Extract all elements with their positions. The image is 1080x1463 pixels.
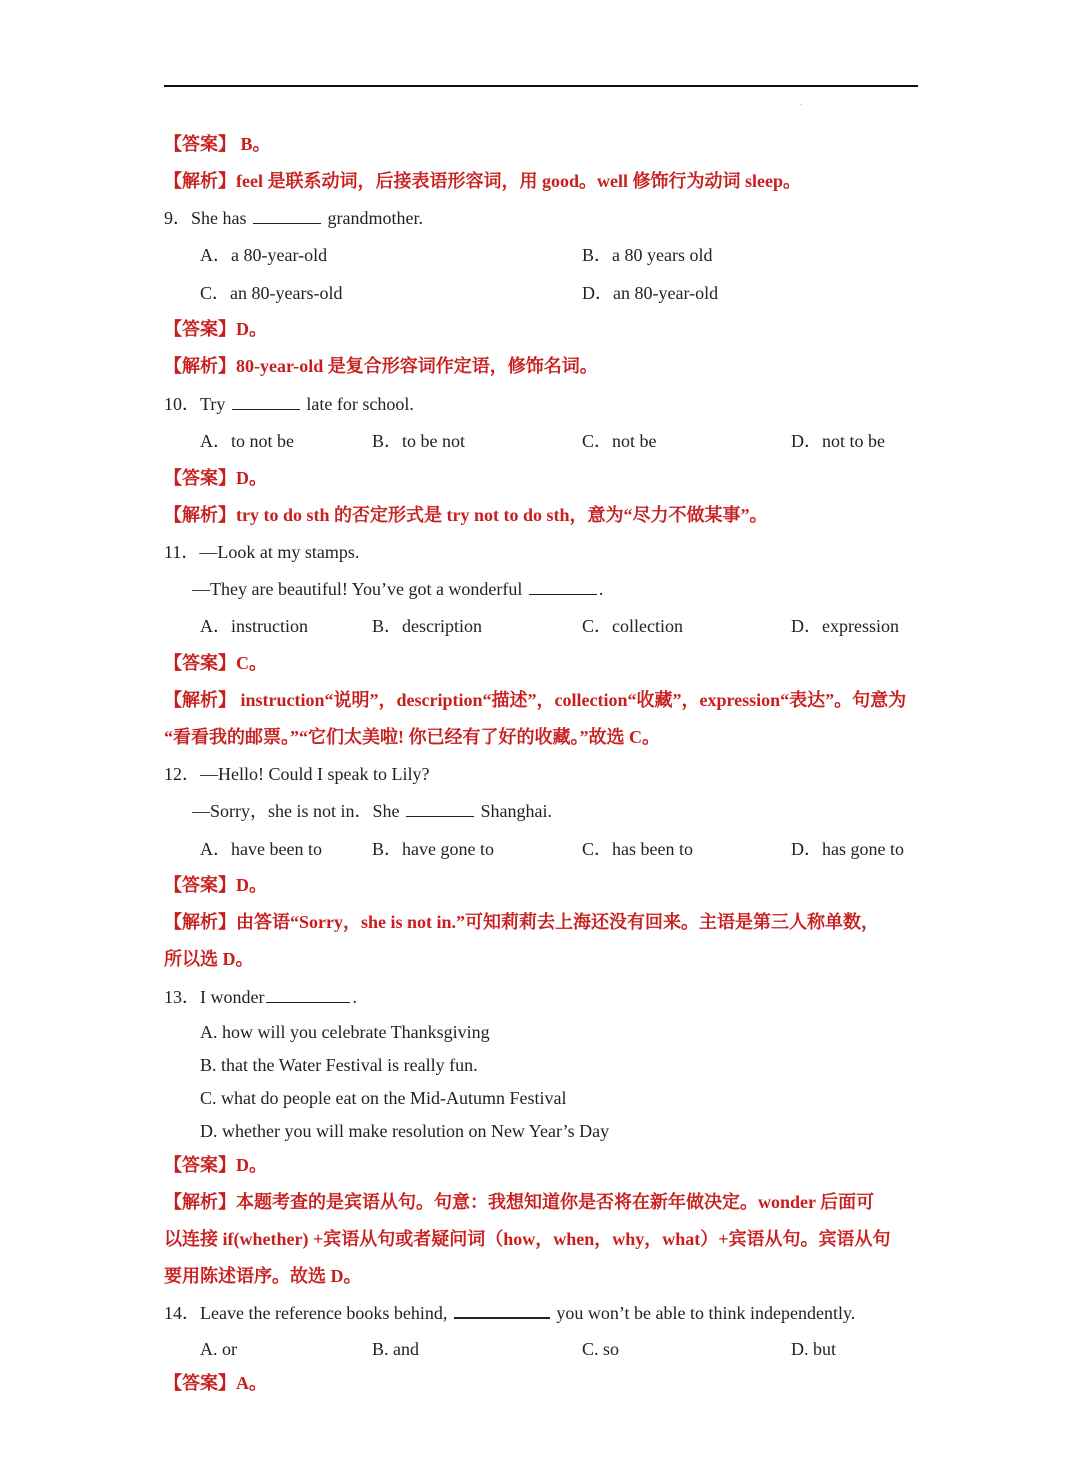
q13-analysis-line-2: 以连接 if(whether) +宾语从句或者疑问词（how，when，why，what）+宾语从句。宾语从句 [164,1229,891,1249]
q9-option-d: D．an 80-year-old [582,283,719,303]
header-dot: . [800,98,802,107]
q12-analysis-line-1: 【解析】由答语“Sorry，she is not in.”可知莉莉去上海还没有回来。主语是第三人称单数， [164,912,880,932]
q14-stem-after: you won’t be able to think independently. [551,1303,856,1323]
q9-option-b: B．a 80 years old [582,245,713,265]
q8-analysis: 【解析】feel 是联系动词，后接表语形容词，用 good。well 修饰行为动词 sleep。 [164,171,801,191]
q12-option-c: C．has been to [582,839,693,859]
q14-stem-before: 14．Leave the reference books behind, [164,1303,452,1323]
q11-option-a: A．instruction [200,616,308,636]
q13-blank [266,986,350,1003]
q11-option-c: C．collection [582,616,683,636]
header-rule [164,85,918,87]
q9-blank [253,207,321,224]
q14-option-a: A. or [200,1339,237,1359]
q10-option-c: C．not be [582,431,657,451]
q12-reply [192,799,552,823]
q14-blank [454,1301,550,1319]
q10-stem-before: 10．Try [164,394,230,414]
q10-answer: 【答案】D。 [164,468,267,488]
q13-stem-before: 13．I wonder [164,987,265,1007]
q11-reply [192,577,603,601]
q14-option-c: C. so [582,1339,620,1359]
q14-option-b: B. and [372,1339,419,1359]
q13-option-b: B. that the Water Festival is really fun. [200,1055,478,1075]
q11-analysis-line-1: 【解析】 instruction“说明”，description“描述”，collection“收藏”，expression“表达”。句意为 [164,690,907,710]
q12-analysis-line-2: 所以选 D。 [164,949,254,969]
q9-analysis: 【解析】80-year-old 是复合形容词作定语，修饰名词。 [164,356,598,376]
q9-answer: 【答案】D。 [164,319,267,339]
q13-analysis-line-3: 要用陈述语序。故选 D。 [164,1266,362,1286]
q13-stem-after: . [352,987,357,1007]
q12-blank [406,800,474,817]
q13-answer: 【答案】D。 [164,1155,267,1175]
q10-analysis: 【解析】try to do sth 的否定形式是 try not to do sth，意为“尽力不做某事”。 [164,505,768,525]
q11-stem: 11．—Look at my stamps. [164,542,360,562]
q13-analysis-line-1: 【解析】本题考查的是宾语从句。句意：我想知道你是否将在新年做决定。wonder 后面可 [164,1192,875,1212]
q11-option-b: B．description [372,616,482,636]
q10-option-a: A．to not be [200,431,294,451]
q14-option-d: D. but [791,1339,836,1359]
q9-option-c: C．an 80-years-old [200,283,343,303]
q12-reply-after: Shanghai. [476,801,553,821]
q8-answer: 【答案】 B。 [164,134,271,154]
q13-option-c: C. what do people eat on the Mid-Autumn Festival [200,1088,567,1108]
q11-blank [529,578,597,595]
q12-answer: 【答案】D。 [164,875,267,895]
q10-stem [164,392,414,416]
q12-option-d: D．has gone to [791,839,904,859]
q10-stem-after: late for school. [301,394,414,414]
q10-option-d: D．not to be [791,431,885,451]
q9-stem-after: grandmother. [323,208,423,228]
q13-option-a: A. how will you celebrate Thanksgiving [200,1022,490,1042]
q10-option-b: B．to be not [372,431,465,451]
q13-option-d: D. whether you will make resolution on New Year’s Day [200,1121,610,1141]
q13-stem [164,985,357,1009]
q9-stem-before: 9．She has [164,208,251,228]
q12-stem: 12．—Hello! Could I speak to Lily? [164,764,430,784]
q11-answer: 【答案】C。 [164,653,267,673]
q9-option-a: A．a 80-year-old [200,245,328,265]
q11-reply-before: —They are beautiful! You’ve got a wonderful [192,579,527,599]
q14-stem [164,1301,855,1325]
q12-option-b: B．have gone to [372,839,494,859]
q14-answer: 【答案】A。 [164,1373,267,1393]
q11-reply-after: . [598,579,604,599]
q12-reply-before: —Sorry，she is not in．She [192,801,405,821]
q10-blank [232,393,300,410]
q12-option-a: A．have been to [200,839,322,859]
q11-option-d: D．expression [791,616,899,636]
q9-stem [164,206,423,230]
q11-analysis-line-2: “看看我的邮票。”“它们太美啦! 你已经有了好的收藏。”故选 C。 [164,727,660,747]
